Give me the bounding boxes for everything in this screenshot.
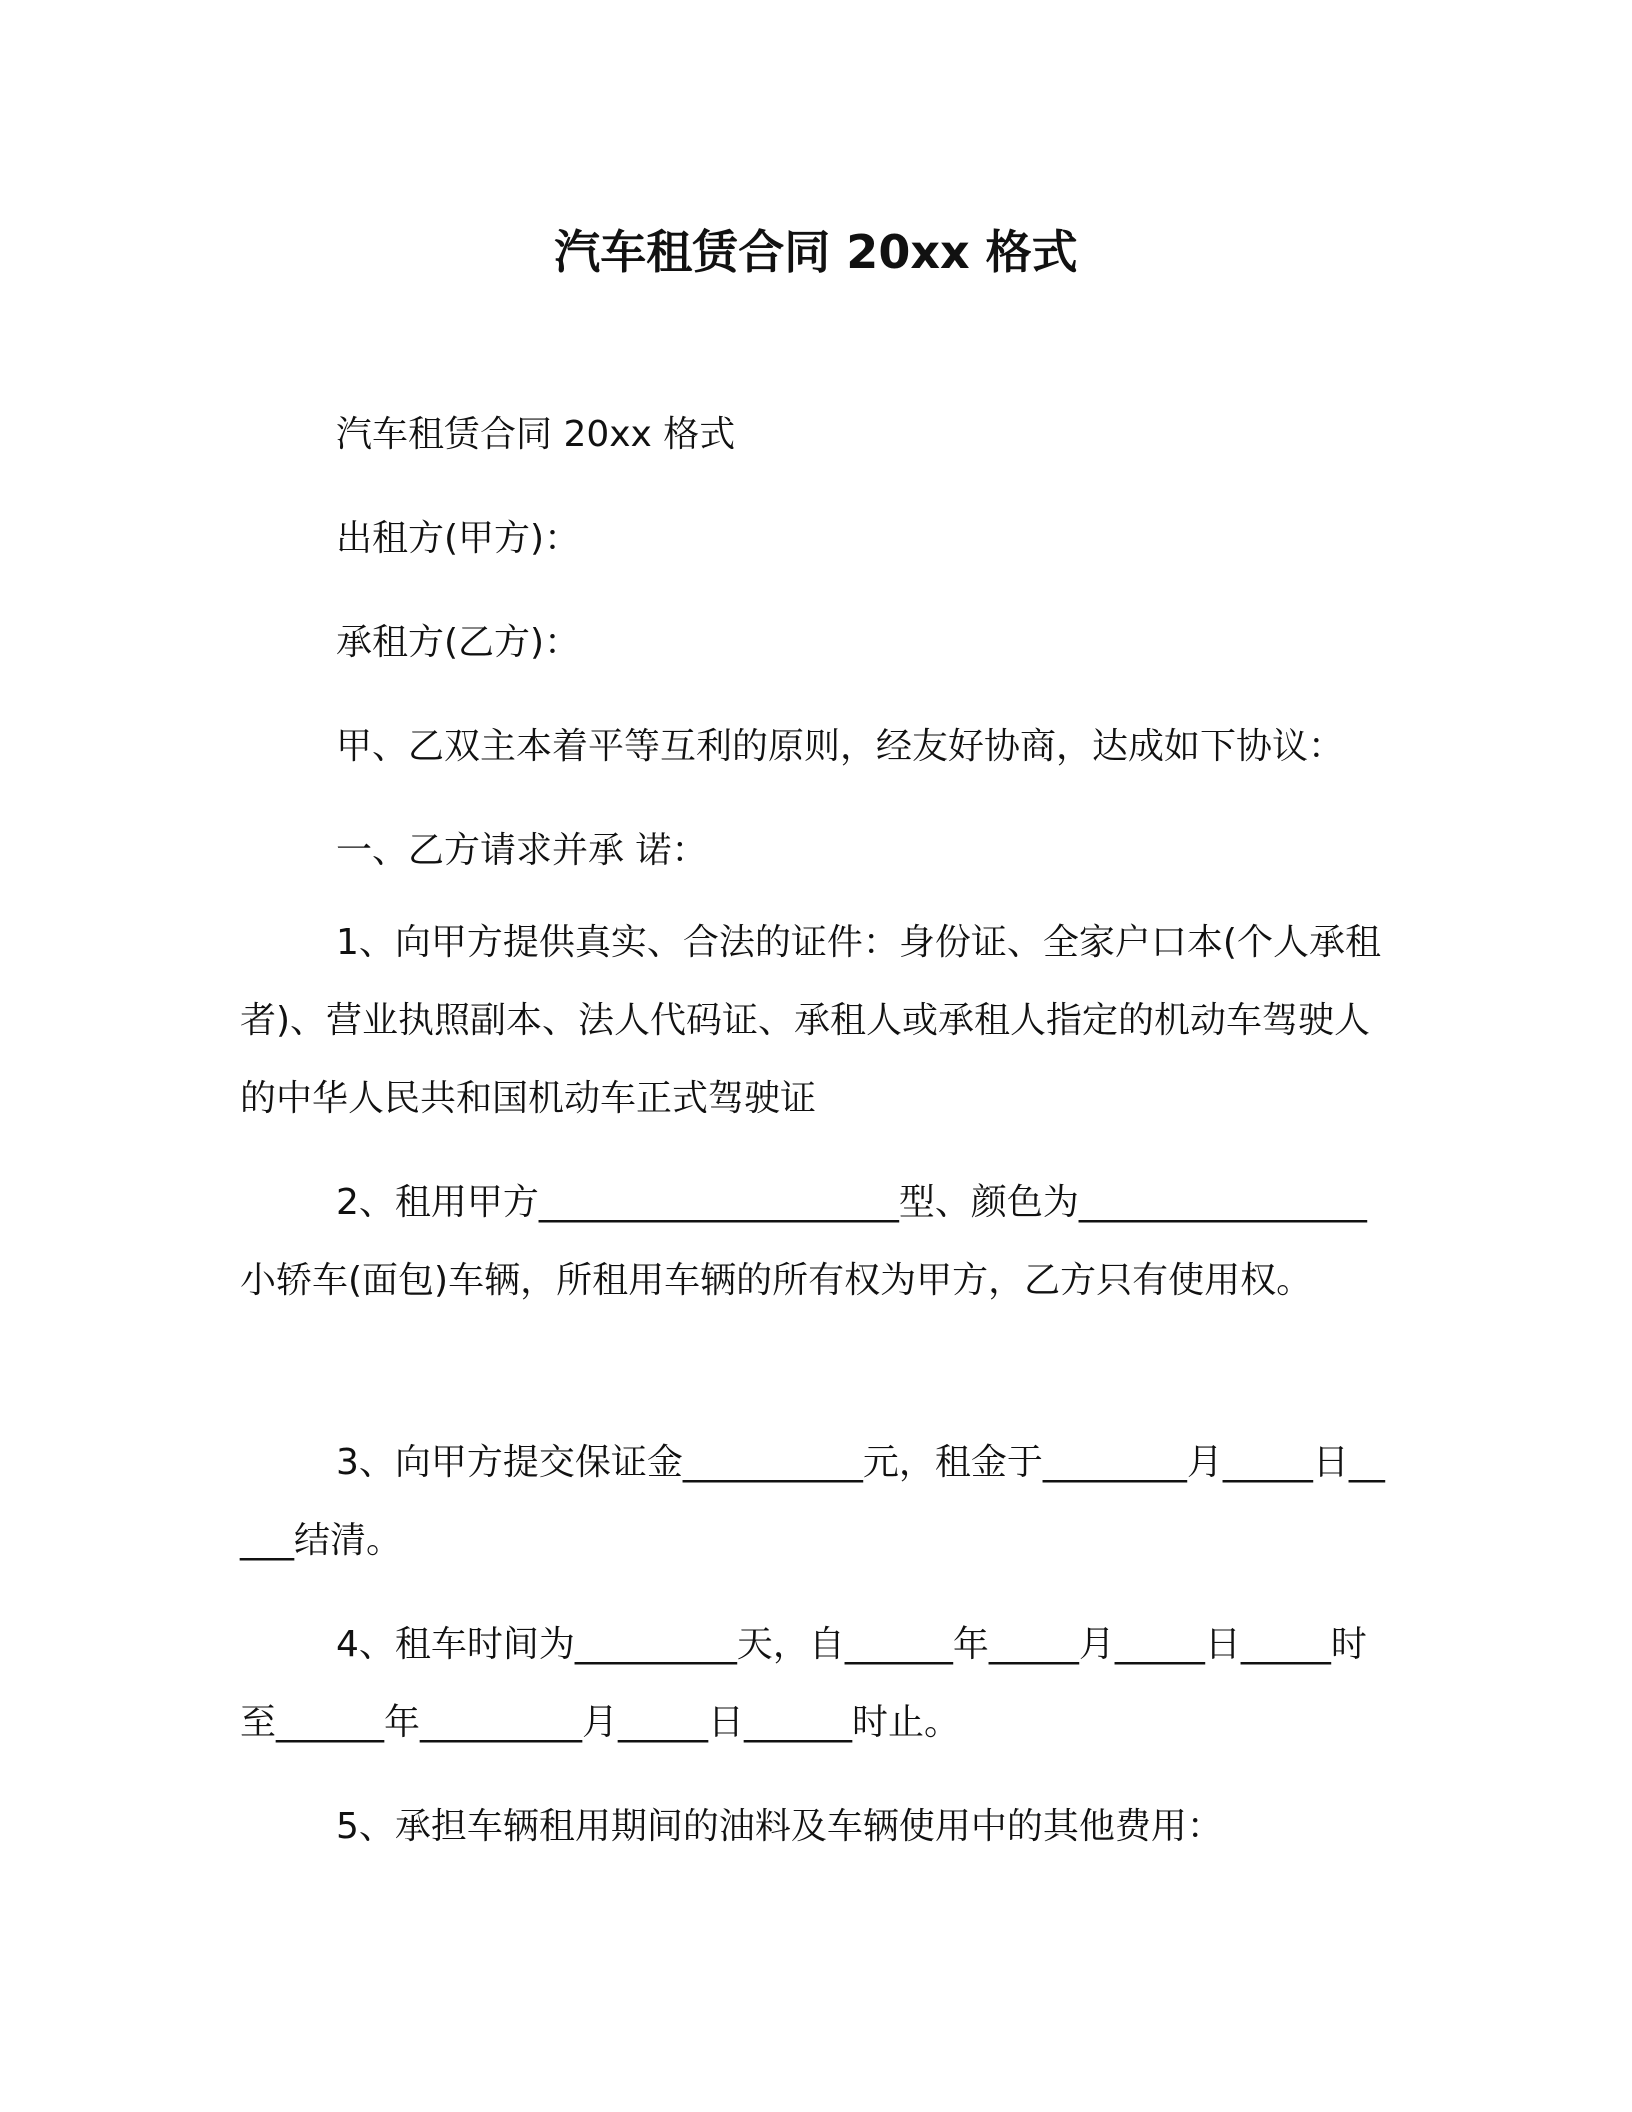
paragraph-section-one-heading: 一、乙方请求并承 诺： bbox=[336, 830, 708, 871]
paragraph-clause-1: 1、向甲方提供真实、合法的证件：身份证、全家户口本(个人承租者)、营业执照副本、法人代码证、承租人或承租人指定的机动车驾驶人的中华人民共和国机动车正式驾驶证 bbox=[240, 922, 1381, 1119]
paragraph-clause-4: 4、租车时间为_________天，自______年_____月_____日_____时至______年_________月_____日______时止。 bbox=[240, 1624, 1367, 1743]
document-title: 汽车租赁合同 20xx 格式 bbox=[554, 225, 1078, 279]
paragraph-clause-3: 3、向甲方提交保证金__________元，租金于________月_____日_____结清。 bbox=[240, 1442, 1385, 1561]
paragraph-lessee: 承租方(乙方)： bbox=[336, 622, 581, 663]
paragraph-lessor: 出租方(甲方)： bbox=[336, 518, 581, 559]
paragraph-clause-5: 5、承担车辆租用期间的油料及车辆使用中的其他费用： bbox=[336, 1806, 1223, 1847]
paragraph-subtitle: 汽车租赁合同 20xx 格式 bbox=[336, 414, 736, 455]
paragraph-agreement-intro: 甲、乙双主本着平等互利的原则，经友好协商，达成如下协议： bbox=[336, 726, 1345, 767]
paragraph-clause-2: 2、租用甲方____________________型、颜色为________________小轿车(面包)车辆，所租用车辆的所有权为甲方，乙方只有使用权。 bbox=[240, 1182, 1367, 1301]
